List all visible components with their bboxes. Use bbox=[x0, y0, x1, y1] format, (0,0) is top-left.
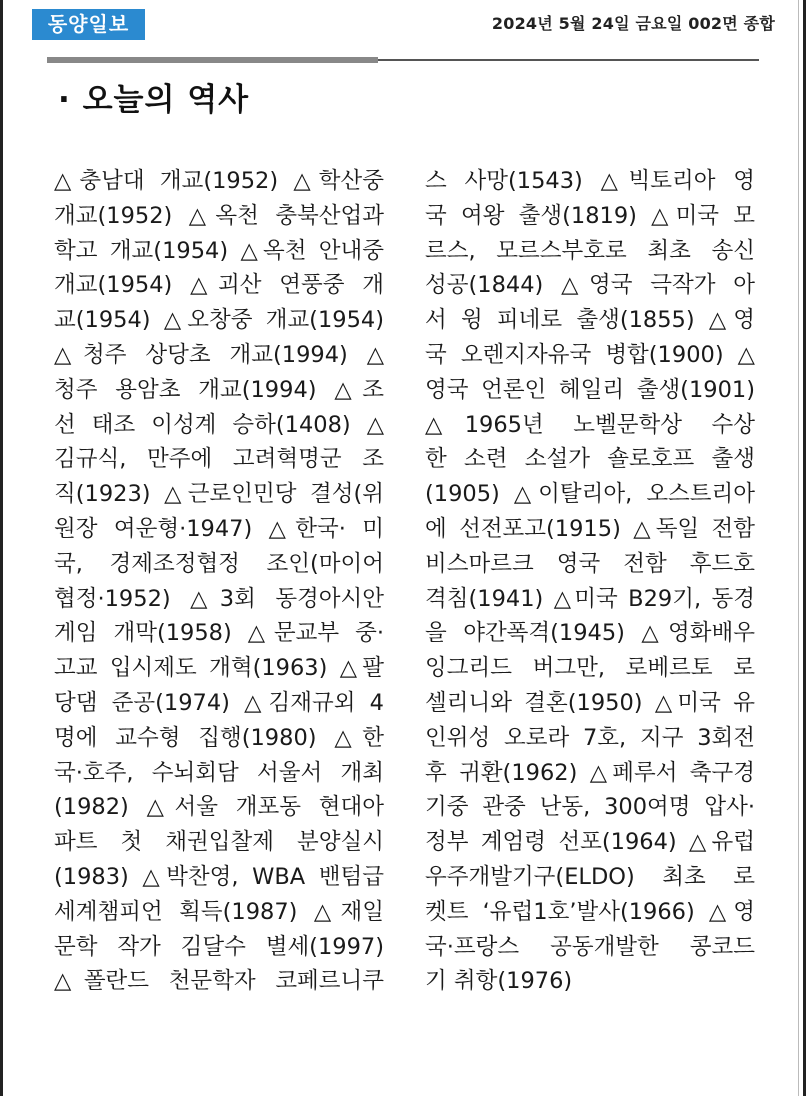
article-line: 기 취항(1976) bbox=[425, 968, 573, 995]
article-line: 기중 관중 난동, 300여명 압사· bbox=[425, 794, 755, 821]
article-line: 문학 작가 김달수 별세(1997) bbox=[54, 933, 384, 960]
article-line: 개교(1952) △옥천 충북산업과 bbox=[54, 202, 384, 229]
article-line: 게임 개막(1958) △문교부 중· bbox=[54, 620, 384, 647]
article-line: 원장 여운형·1947) △한국· 미 bbox=[54, 515, 384, 542]
article-line: 비스마르크 영국 전함 후드호 bbox=[425, 550, 755, 577]
article-line: 선 태조 이성계 승하(1408) △ bbox=[54, 411, 384, 438]
article-line: 직(1923) △근로인민당 결성(위 bbox=[54, 481, 384, 508]
article-line: 잉그리드 버그만, 로베르토 로 bbox=[425, 655, 755, 682]
article-line: 국 여왕 출생(1819) △미국 모 bbox=[425, 202, 755, 229]
header-rule-thin bbox=[378, 59, 759, 61]
article-line: (1983) △박찬영, WBA 밴텀급 bbox=[54, 863, 384, 890]
article-line: 협정·1952) △3회 동경아시안 bbox=[54, 585, 384, 612]
article-line: 영국 언론인 헤일리 출생(1901) bbox=[425, 376, 755, 403]
article-line: 우주개발기구(ELDO) 최초 로 bbox=[425, 863, 755, 890]
article-line: 교(1954) △오창중 개교(1954) bbox=[54, 307, 384, 334]
article-line: 격침(1941) △미국 B29기, 동경 bbox=[425, 585, 755, 612]
article-line: 서 윙 피네로 출생(1855) △영 bbox=[425, 307, 755, 334]
article-line: 세계챔피언 획득(1987) △재일 bbox=[54, 898, 384, 925]
article-line: (1982) △서울 개포동 현대아 bbox=[54, 794, 384, 821]
article-line: 국·호주, 수뇌회담 서울서 개최 bbox=[54, 759, 384, 786]
article-line: 에 선전포고(1915) △독일 전함 bbox=[425, 515, 755, 542]
article-line: 성공(1844) △영국 극작가 아 bbox=[425, 272, 755, 299]
article-line: 인위성 오로라 7호, 지구 3회전 bbox=[425, 724, 755, 751]
article-line: 파트 첫 채권입찰제 분양실시 bbox=[54, 829, 384, 856]
article-column-right bbox=[425, 164, 755, 999]
article-line: 김규식, 만주에 고려혁명군 조 bbox=[54, 446, 384, 473]
article-line: △청주 상당초 개교(1994) △ bbox=[54, 341, 384, 368]
article-line: 후 귀환(1962) △페루서 축구경 bbox=[425, 759, 755, 786]
header-rule-thick bbox=[47, 57, 378, 63]
article-line: △충남대 개교(1952) △학산중 bbox=[54, 168, 384, 194]
article-line: △1965년 노벨문학상 수상 bbox=[425, 411, 755, 438]
article-column-left bbox=[54, 164, 384, 999]
article-line: 명에 교수형 집행(1980) △한 bbox=[54, 724, 384, 751]
dateline: 2024년 5월 24일 금요일 002면 종합 bbox=[491, 14, 775, 33]
article-line: 르스, 모르스부호로 최초 송신 bbox=[425, 237, 755, 264]
article-line: 셀리니와 결혼(1950) △미국 유 bbox=[425, 689, 755, 716]
newspaper-logo: 동양일보 bbox=[32, 9, 145, 40]
article-line: 스 사망(1543) △빅토리아 영 bbox=[425, 168, 755, 194]
article-line: 청주 용암초 개교(1994) △조 bbox=[54, 376, 384, 403]
article-line: (1905) △이탈리아, 오스트리아 bbox=[425, 481, 755, 508]
article-line: 을 야간폭격(1945) △영화배우 bbox=[425, 620, 755, 647]
article-line: 국 오렌지자유국 병합(1900) △ bbox=[425, 341, 755, 368]
article-line: 국, 경제조정협정 조인(마이어 bbox=[54, 550, 384, 577]
article-line: 개교(1954) △괴산 연풍중 개 bbox=[54, 272, 384, 299]
article-line: 정부 계엄령 선포(1964) △유럽 bbox=[425, 829, 755, 856]
article-line: 국·프랑스 공동개발한 콩코드 bbox=[425, 933, 755, 960]
article-line: 켓트 ‘유럽1호’발사(1966) △영 bbox=[425, 898, 755, 925]
article-line: 학고 개교(1954) △옥천 안내중 bbox=[54, 237, 384, 264]
article-line: 고교 입시제도 개혁(1963) △팔 bbox=[54, 655, 384, 682]
section-title: · 오늘의 역사 bbox=[58, 82, 250, 118]
article-line: 당댐 준공(1974) △김재규외 4 bbox=[54, 689, 384, 716]
article-line: △폴란드 천문학자 코페르니쿠 bbox=[54, 968, 384, 995]
article-line: 한 소련 소설가 숄로호프 출생 bbox=[425, 446, 755, 473]
